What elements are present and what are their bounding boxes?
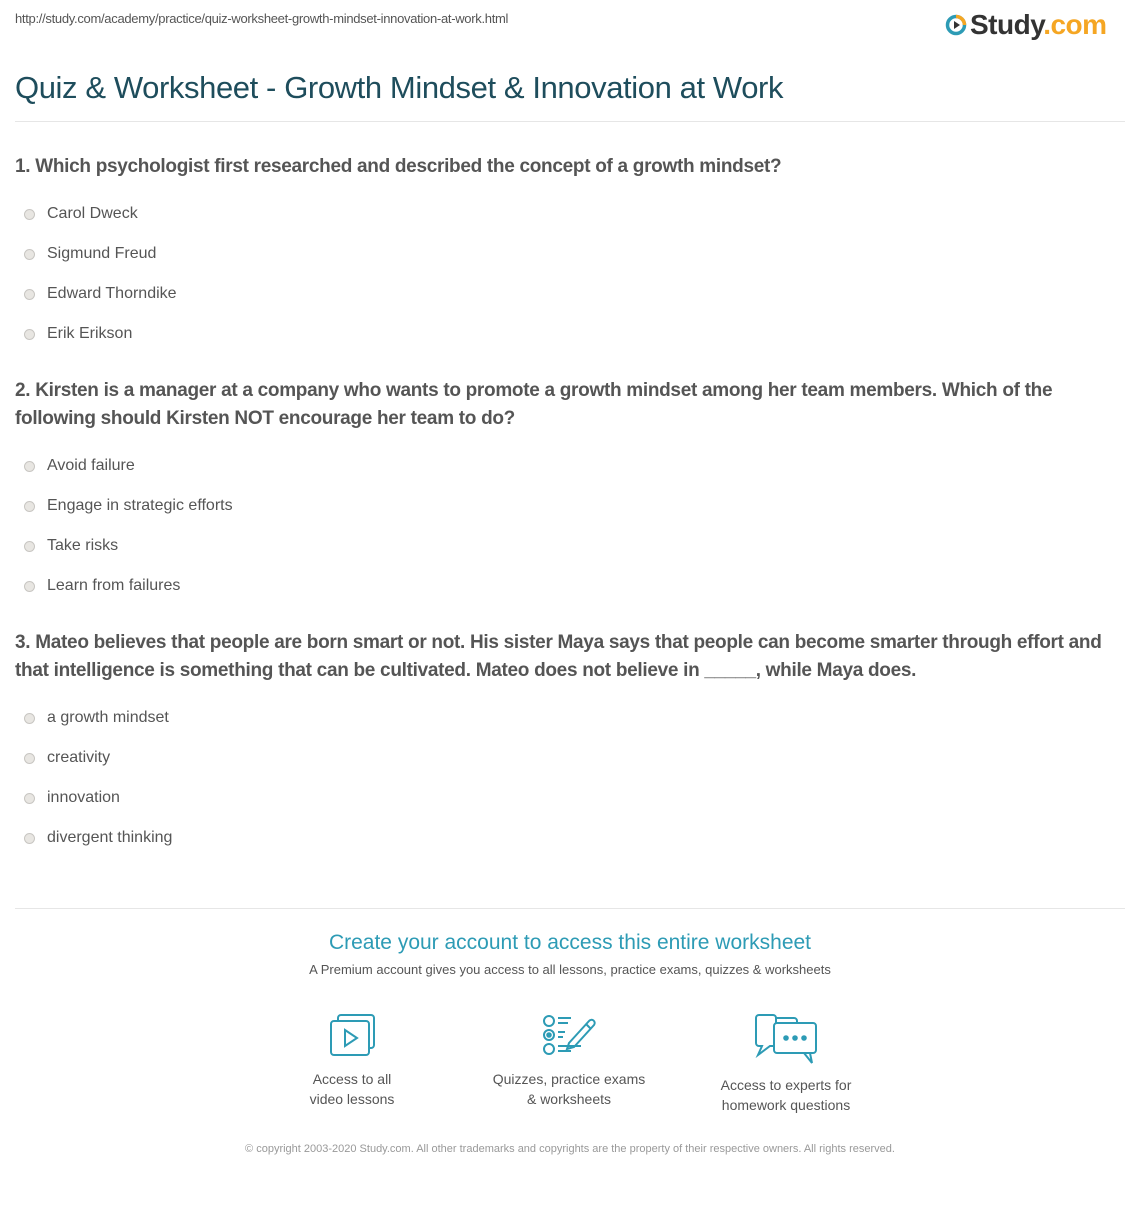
radio-icon[interactable]: [24, 329, 35, 340]
answer-option[interactable]: [15, 194, 1125, 234]
answer-option[interactable]: [15, 698, 1125, 738]
answer-option[interactable]: [15, 778, 1125, 818]
cta-subtitle: A Premium account gives you access to all lessons, practice exams, quizzes & worksheets: [309, 962, 831, 977]
logo-text: Study.com: [970, 9, 1107, 40]
radio-icon[interactable]: [24, 289, 35, 300]
answer-option[interactable]: [15, 566, 1125, 606]
radio-icon[interactable]: [24, 793, 35, 804]
option-label: innovation: [47, 789, 120, 806]
question-text: 2. Kirsten is a manager at a company who wants to promote a growth mindset among her team members. Which of the following should Kirsten NOT encourage her team to do?: [15, 380, 1053, 429]
answer-options: [15, 194, 1125, 354]
radio-icon[interactable]: [24, 833, 35, 844]
feature-video-lessons: [252, 1013, 452, 1109]
question-text: 1. Which psychologist first researched and described the concept of a growth mindset?: [15, 156, 782, 177]
answer-option[interactable]: [15, 526, 1125, 566]
option-label: a growth mindset: [47, 709, 169, 726]
option-label: Take risks: [47, 537, 119, 554]
page-url: http://study.com/academy/practice/quiz-worksheet-growth-mindset-innovation-at-work.html: [15, 11, 509, 26]
copyright-notice: © copyright 2003-2020 Study.com. All other trademarks and copyrights are the property of their respective owners. All rights reserved.: [245, 1143, 895, 1155]
radio-icon[interactable]: [24, 461, 35, 472]
radio-icon[interactable]: [24, 209, 35, 220]
question-1: [15, 153, 1125, 354]
answer-option[interactable]: [15, 818, 1125, 858]
radio-icon[interactable]: [24, 249, 35, 260]
option-label: Erik Erikson: [47, 325, 133, 342]
answer-option[interactable]: [15, 486, 1125, 526]
radio-icon[interactable]: [24, 581, 35, 592]
radio-icon[interactable]: [24, 541, 35, 552]
option-label: Learn from failures: [47, 577, 181, 594]
page-title: Quiz & Worksheet - Growth Mindset & Innovation at Work: [15, 70, 784, 105]
radio-icon[interactable]: [24, 753, 35, 764]
option-label: divergent thinking: [47, 829, 173, 846]
answer-option[interactable]: [15, 314, 1125, 354]
answer-options: [15, 446, 1125, 606]
option-label: Sigmund Freud: [47, 245, 157, 262]
feature-label: Access to all video lessons: [309, 1071, 395, 1107]
play-logo-icon: [945, 14, 967, 36]
feature-label: Access to experts for homework questions: [720, 1077, 852, 1113]
answer-option[interactable]: [15, 234, 1125, 274]
feature-quizzes: [469, 1013, 669, 1109]
section-divider: [15, 908, 1125, 909]
quiz-checklist-icon: [541, 1013, 597, 1059]
question-text: 3. Mateo believes that people are born smart or not. His sister Maya says that people can become smarter through effort and that intelligence is something that can be cultivated. Mateo does not believe in _____, while Maya does.: [15, 632, 1102, 681]
option-label: Edward Thorndike: [47, 285, 177, 302]
study-com-logo[interactable]: [945, 10, 1107, 40]
question-3: [15, 629, 1125, 858]
video-lessons-icon: [326, 1013, 378, 1059]
radio-icon[interactable]: [24, 501, 35, 512]
title-divider: [15, 121, 1125, 122]
create-account-link[interactable]: Create your account to access this entire worksheet: [328, 931, 812, 954]
answer-option[interactable]: [15, 446, 1125, 486]
feature-label: Quizzes, practice exams & worksheets: [492, 1071, 646, 1107]
answer-option[interactable]: [15, 274, 1125, 314]
feature-experts: [686, 1013, 886, 1115]
radio-icon[interactable]: [24, 713, 35, 724]
chat-bubbles-icon: [754, 1013, 818, 1065]
option-label: Carol Dweck: [47, 205, 138, 222]
answer-option[interactable]: [15, 738, 1125, 778]
question-2: [15, 377, 1125, 606]
option-label: creativity: [47, 749, 111, 766]
option-label: Avoid failure: [47, 457, 135, 474]
option-label: Engage in strategic efforts: [47, 497, 233, 514]
answer-options: [15, 698, 1125, 858]
